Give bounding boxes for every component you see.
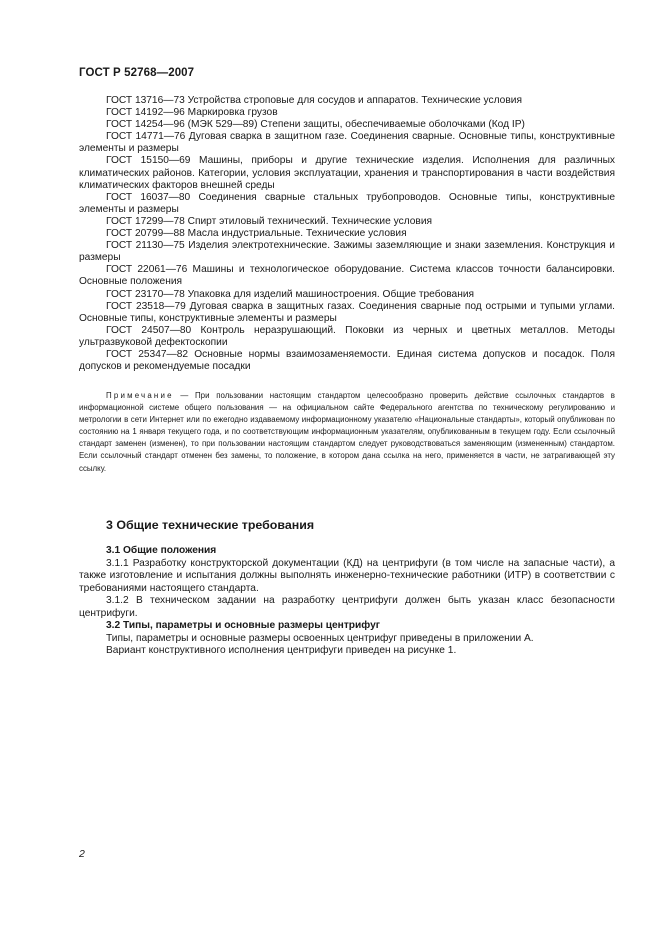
reference-item: ГОСТ 23518—79 Дуговая сварка в защитных газах. Соединения сварные под острыми и тупыми углами. Основные типы, конструктивные элементы и размеры [79, 300, 615, 324]
subsection-title-general: 3.1 Общие положения [106, 545, 217, 556]
reference-item: ГОСТ 16037—80 Соединения сварные стальных трубопроводов. Основные типы, конструктивные элементы и размеры [79, 191, 615, 215]
reference-item: ГОСТ 21130—75 Изделия электротехнические. Зажимы заземляющие и знаки заземления. Конструкция и размеры [79, 240, 615, 264]
paragraph-3-1-2: 3.1.2 В техническом задании на разработку центрифуги должен быть указан класс безопасности центрифуги. [79, 595, 615, 619]
reference-item: ГОСТ 22061—76 Машины и технологическое оборудование. Система классов точности балансировки. Основные положения [79, 264, 615, 288]
section-body [79, 545, 615, 658]
section-title: 3 Общие технические требования [106, 518, 315, 532]
reference-item: ГОСТ 14771—76 Дуговая сварка в защитном газе. Соединения сварные. Основные типы, конструктивные элементы и размеры [79, 131, 615, 155]
page-number: 2 [79, 848, 85, 860]
subsection-title-types: 3.2 Типы, параметры и основные размеры центрифуг [106, 620, 380, 631]
reference-item: ГОСТ 23170—78 Упаковка для изделий машиностроения. Общие требования [106, 288, 475, 300]
document-header: ГОСТ Р 52768—2007 [79, 67, 195, 79]
paragraph-3-1-1: 3.1.1 Разработку конструкторской документации (КД) на центрифуги (в том числе на запасные части), а также изготовление и испытания должны выполнять инженерно-технические работники (ИТР) в соответствии с требованиями настоящего стандарта. [79, 557, 615, 594]
paragraph-3-2-figure: Вариант конструктивного исполнения центрифуги приведен на рисунке 1. [106, 645, 457, 656]
reference-item: ГОСТ 15150—69 Машины, приборы и другие технические изделия. Исполнения для различных климатических районов. Категории, условия эксплуатации, хранения и транспортирования в части воздействия климатических факторов внешней среды [79, 155, 615, 191]
normative-references-list [79, 95, 615, 373]
paragraph-3-2-types: Типы, параметры и основные размеры освоенных центрифуг приведены в приложении А. [106, 632, 534, 644]
reference-item: ГОСТ 24507—80 Контроль неразрушающий. Поковки из черных и цветных металлов. Методы ультразвуковой дефектоскопии [79, 324, 615, 348]
reference-item: ГОСТ 17299—78 Спирт этиловый технический. Технические условия [106, 215, 433, 227]
reference-item: ГОСТ 14254—96 (МЭК 529—89) Степени защиты, обеспечиваемые оболочками (Код IP) [106, 119, 525, 131]
reference-item: ГОСТ 25347—82 Основные нормы взаимозаменяемости. Единая система допусков и посадок. Поля допусков и рекомендуемые посадки [79, 348, 615, 373]
reference-item: ГОСТ 14192—96 Маркировка грузов [106, 107, 278, 119]
note-label: Примечание [106, 391, 174, 400]
reference-note [79, 390, 615, 475]
note-text: — При пользовании настоящим стандартом целесообразно проверить действие ссылочных стандартов в информационной системе общего пользования — на официальном сайте Федерального агентства по техническому регулированию и метрологии в сети Интернет или по ежегодно издаваемому информационному указателю «Национальные стандарты», который опубликован по состоянию на 1 января текущего года, и по соответствующим информационным указателям, опубликованным в текущем году. Если ссылочный стандарт заменен (изменен), то при пользовании настоящим стандартом следует руководствоваться заменяющим (измененным) стандартом. Если ссылочный стандарт отменен без замены, то положение, в котором дана ссылка на него, применяется в части, не затрагивающей эту ссылку. [79, 391, 615, 473]
reference-item: ГОСТ 13716—73 Устройства строповые для сосудов и аппаратов. Технические условия [106, 95, 522, 106]
reference-item: ГОСТ 20799—88 Масла индустриальные. Технические условия [106, 228, 407, 240]
